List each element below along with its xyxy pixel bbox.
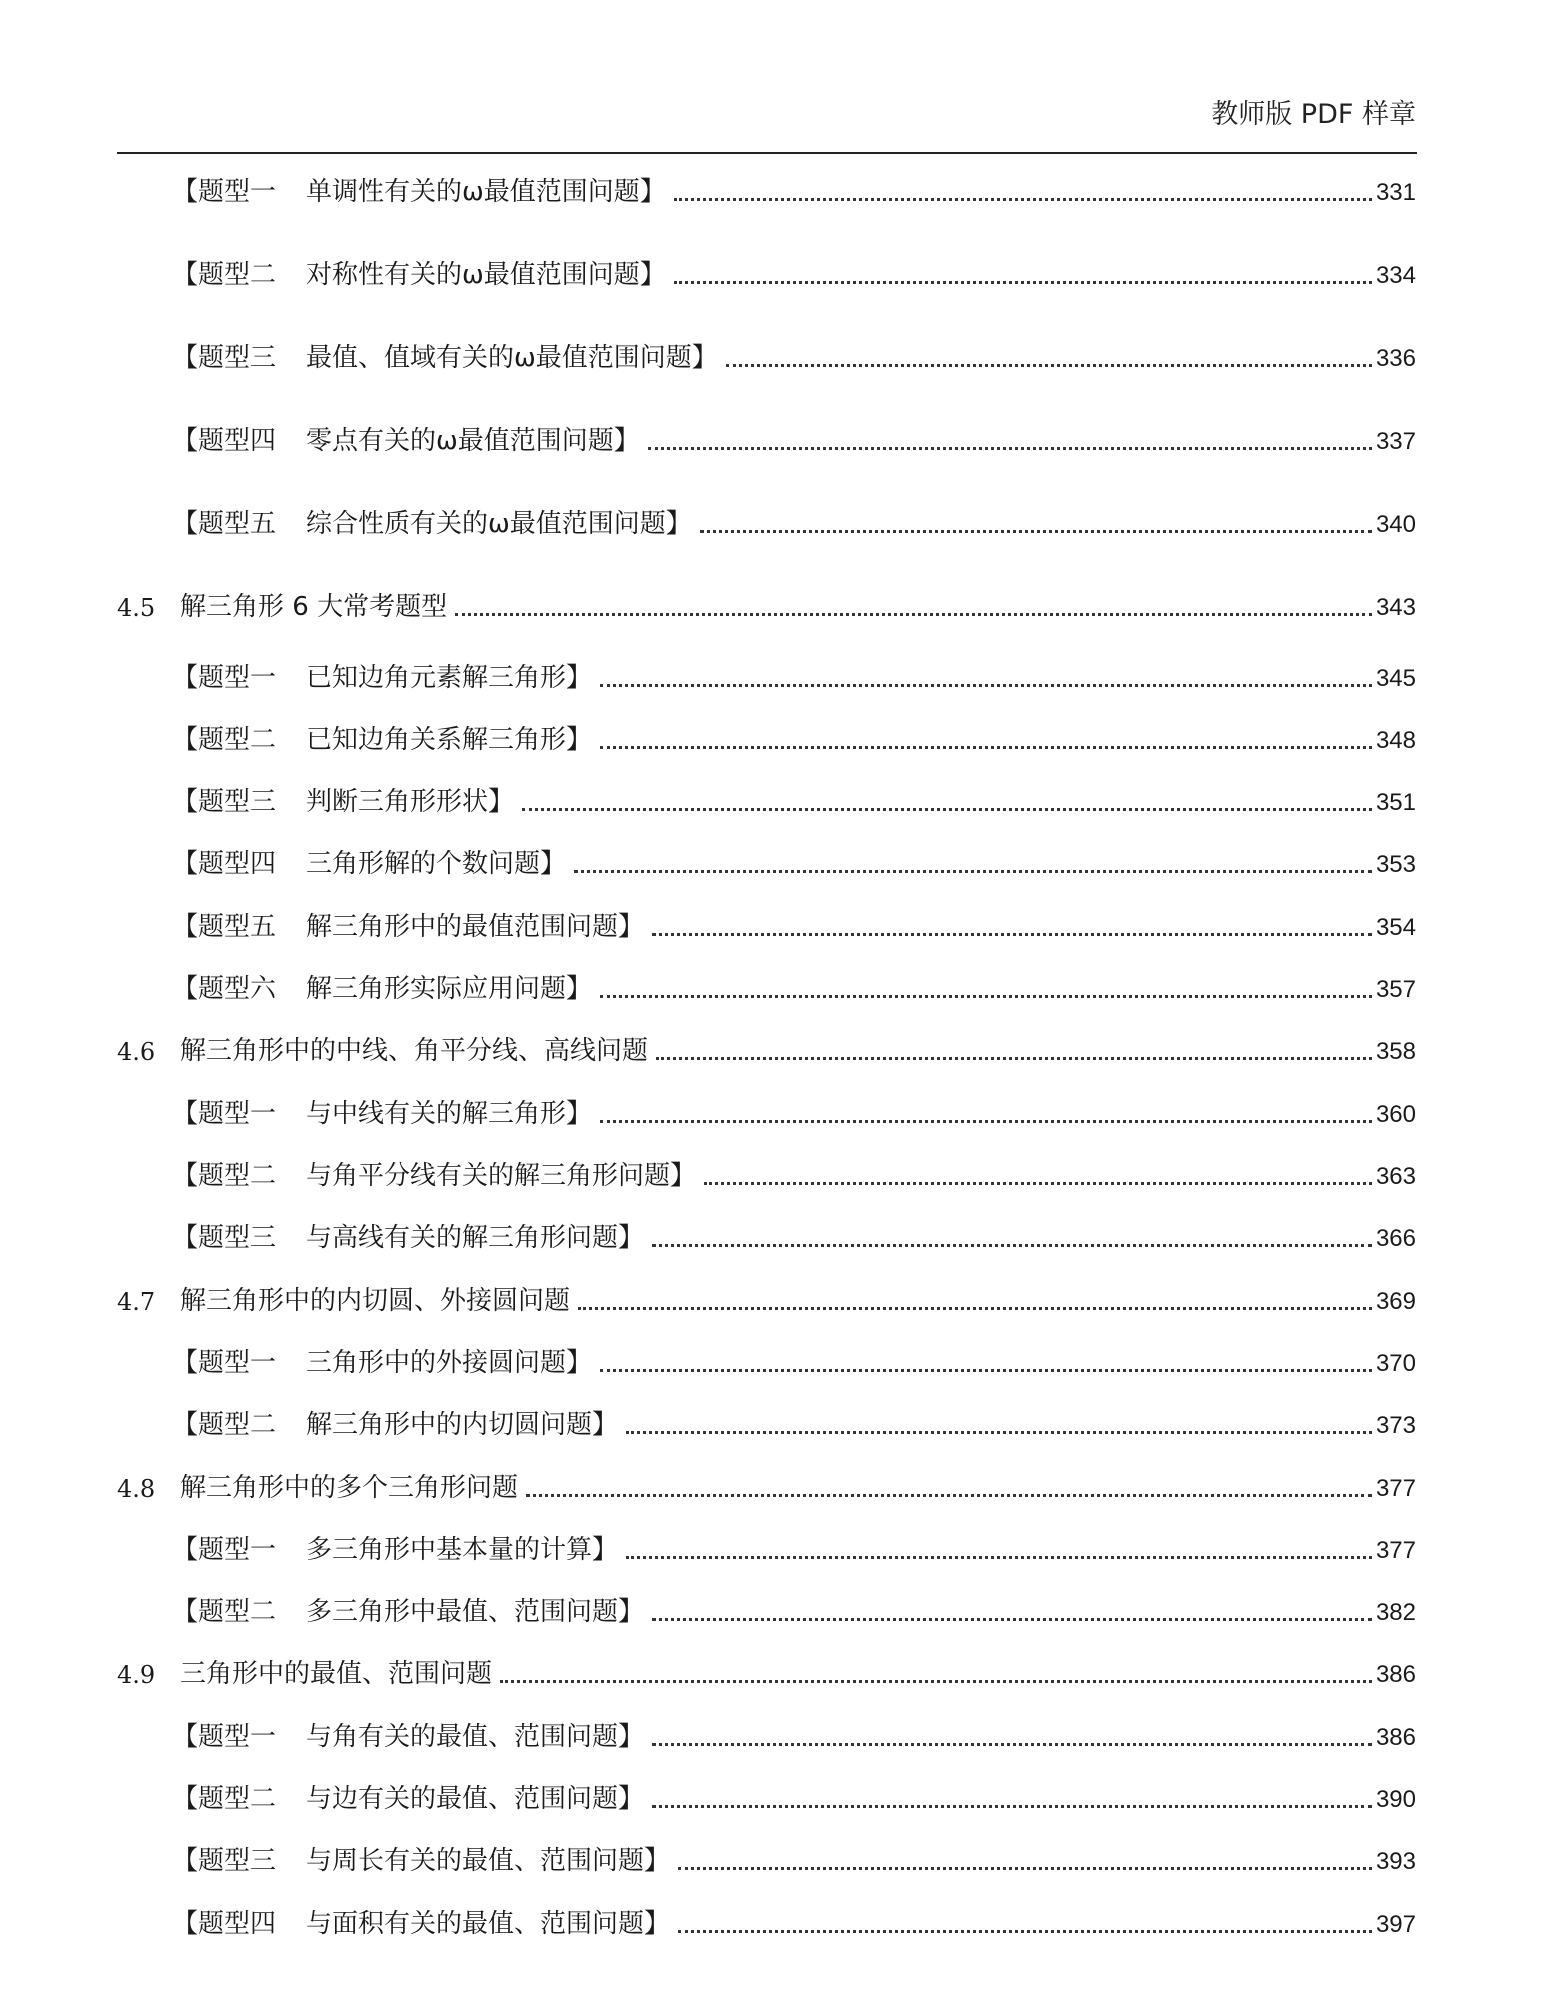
toc-entry-tag: 【题型一 xyxy=(172,1098,277,1129)
toc-subentry[interactable] xyxy=(172,778,1416,818)
dot-leader xyxy=(626,1556,1372,1559)
toc-subentry[interactable] xyxy=(172,251,1416,291)
toc-entry-title xyxy=(180,1473,518,1504)
toc-subentry[interactable] xyxy=(172,1401,1416,1441)
toc-entry-tag: 【题型二 xyxy=(172,1409,277,1440)
dot-leader xyxy=(455,613,1372,616)
dot-leader xyxy=(500,1680,1372,1683)
toc-entry-tag: 【题型五 xyxy=(172,508,277,539)
dot-leader xyxy=(600,1120,1372,1123)
toc-subentry[interactable] xyxy=(172,903,1416,943)
toc-entry-title xyxy=(172,787,514,818)
toc-section-entry[interactable] xyxy=(117,1277,1416,1317)
toc-subentry[interactable] xyxy=(172,500,1416,540)
toc-page-number: 351 xyxy=(1375,789,1416,817)
toc-entry-tag: 【题型一 xyxy=(172,1721,277,1752)
toc-entry-text: 三角形中的外接圆问题】 xyxy=(306,1347,593,1378)
toc-entry-text: 对称性有关的ω最值范围问题】 xyxy=(306,259,666,290)
toc-page-number: 358 xyxy=(1375,1038,1416,1066)
toc-subentry[interactable] xyxy=(172,168,1416,208)
toc-section-number: 4.9 xyxy=(117,1661,156,1690)
toc-entry-title xyxy=(172,509,692,540)
dot-leader xyxy=(600,684,1372,687)
toc-page-number: 386 xyxy=(1375,1724,1416,1752)
toc-entry-text: 解三角形中的内切圆、外接圆问题 xyxy=(180,1285,571,1316)
toc-entry-text: 三角形中的最值、范围问题 xyxy=(180,1658,493,1689)
toc-section-number: 4.6 xyxy=(117,1038,156,1067)
toc-subentry[interactable] xyxy=(172,1090,1416,1130)
toc-page-number: 334 xyxy=(1375,262,1416,290)
toc-subentry[interactable] xyxy=(172,1339,1416,1379)
toc-entry-title xyxy=(180,1286,570,1317)
toc-entry-title xyxy=(172,912,644,943)
toc-entry-tag: 【题型二 xyxy=(172,1783,277,1814)
toc-page-number: 390 xyxy=(1375,1786,1416,1814)
toc-entry-tag: 【题型二 xyxy=(172,724,277,755)
toc-page-number: 382 xyxy=(1375,1599,1416,1627)
toc-subentry[interactable] xyxy=(172,1526,1416,1566)
toc-page-number: 366 xyxy=(1375,1225,1416,1253)
toc-entry-title xyxy=(172,1348,592,1379)
toc-page-number: 397 xyxy=(1375,1911,1416,1939)
toc-page-number: 369 xyxy=(1375,1288,1416,1316)
dot-leader xyxy=(678,1867,1372,1870)
toc-entry-text: 解三角形中的多个三角形问题 xyxy=(180,1472,519,1503)
toc-entry-title xyxy=(172,177,666,208)
toc-entry-text: 判断三角形形状】 xyxy=(306,786,515,817)
toc-entry-title xyxy=(172,1722,644,1753)
toc-entry-text: 已知边角元素解三角形】 xyxy=(306,662,593,693)
toc-entry-title xyxy=(172,1099,592,1130)
toc-subentry[interactable] xyxy=(172,1837,1416,1877)
toc-subentry[interactable] xyxy=(172,654,1416,694)
toc-subentry[interactable] xyxy=(172,965,1416,1005)
toc-page-number: 357 xyxy=(1375,976,1416,1004)
page-header-title: 教师版 PDF 样章 xyxy=(1211,99,1416,130)
toc-section-entry[interactable] xyxy=(117,583,1416,623)
toc-entry-tag: 【题型三 xyxy=(172,342,277,373)
toc-subentry[interactable] xyxy=(172,334,1416,374)
dot-leader xyxy=(522,808,1372,811)
toc-entry-title xyxy=(172,1410,618,1441)
toc-section-number: 4.5 xyxy=(117,594,156,623)
toc-entry-title xyxy=(180,592,447,623)
toc-entry-tag: 【题型三 xyxy=(172,1845,277,1876)
toc-page-number: 370 xyxy=(1375,1350,1416,1378)
toc-entry-tag: 【题型一 xyxy=(172,662,277,693)
toc-entry-tag: 【题型四 xyxy=(172,1908,277,1939)
toc-entry-text: 与角平分线有关的解三角形问题】 xyxy=(306,1160,697,1191)
dot-leader xyxy=(652,933,1372,936)
toc-entry-text: 多三角形中基本量的计算】 xyxy=(306,1534,619,1565)
toc-entry-title xyxy=(172,1161,696,1192)
dot-leader xyxy=(656,1057,1372,1060)
toc-page-number: 345 xyxy=(1375,665,1416,693)
toc-entry-text: 解三角形中的内切圆问题】 xyxy=(306,1409,619,1440)
dot-leader xyxy=(648,447,1372,450)
dot-leader xyxy=(600,1369,1372,1372)
toc-page-number: 354 xyxy=(1375,914,1416,942)
toc-section-entry[interactable] xyxy=(117,1650,1416,1690)
toc-entry-title xyxy=(172,1784,644,1815)
toc-page-number: 373 xyxy=(1375,1412,1416,1440)
toc-entry-text: 与面积有关的最值、范围问题】 xyxy=(306,1908,671,1939)
toc-entry-text: 与周长有关的最值、范围问题】 xyxy=(306,1845,671,1876)
dot-leader xyxy=(600,746,1372,749)
dot-leader xyxy=(674,281,1372,284)
toc-entry-text: 三角形解的个数问题】 xyxy=(306,848,567,879)
toc-section-entry[interactable] xyxy=(117,1027,1416,1067)
toc-subentry[interactable] xyxy=(172,840,1416,880)
toc-entry-title xyxy=(180,1659,492,1690)
toc-subentry[interactable] xyxy=(172,1152,1416,1192)
toc-entry-text: 与角有关的最值、范围问题】 xyxy=(306,1721,645,1752)
toc-page-number: 340 xyxy=(1375,511,1416,539)
toc-entry-text: 与边有关的最值、范围问题】 xyxy=(306,1783,645,1814)
toc-page-number: 336 xyxy=(1375,345,1416,373)
toc-page-number: 360 xyxy=(1375,1101,1416,1129)
toc-entry-text: 与中线有关的解三角形】 xyxy=(306,1098,593,1129)
toc-subentry[interactable] xyxy=(172,1900,1416,1940)
toc-entry-text: 综合性质有关的ω最值范围问题】 xyxy=(306,508,692,539)
toc-page-number: 386 xyxy=(1375,1661,1416,1689)
toc-entry-title xyxy=(172,1909,670,1940)
toc-entry-text: 解三角形中的中线、角平分线、高线问题 xyxy=(180,1035,649,1066)
dot-leader xyxy=(578,1307,1372,1310)
dot-leader xyxy=(704,1182,1372,1185)
toc-entry-tag: 【题型一 xyxy=(172,1347,277,1378)
toc-entry-title xyxy=(172,849,566,880)
toc-entry-title xyxy=(172,260,666,291)
toc-entry-tag: 【题型五 xyxy=(172,911,277,942)
toc-page-number: 377 xyxy=(1375,1537,1416,1565)
toc-entry-tag: 【题型二 xyxy=(172,1596,277,1627)
dot-leader xyxy=(526,1494,1372,1497)
dot-leader xyxy=(674,198,1372,201)
toc-page-number: 363 xyxy=(1375,1163,1416,1191)
toc-page-number: 337 xyxy=(1375,428,1416,456)
dot-leader xyxy=(626,1431,1372,1434)
toc-section-number: 4.8 xyxy=(117,1475,156,1504)
toc-entry-tag: 【题型三 xyxy=(172,786,277,817)
toc-entry-title xyxy=(172,1846,670,1877)
toc-entry-tag: 【题型六 xyxy=(172,973,277,1004)
toc-entry-title xyxy=(172,1535,618,1566)
dot-leader xyxy=(574,870,1372,873)
toc-section-entry[interactable] xyxy=(117,1464,1416,1504)
toc-entry-text: 解三角形实际应用问题】 xyxy=(306,973,593,1004)
toc-entry-title xyxy=(172,426,640,457)
toc-subentry[interactable] xyxy=(172,1713,1416,1753)
dot-leader xyxy=(726,364,1372,367)
toc-entry-title xyxy=(172,725,592,756)
dot-leader xyxy=(678,1930,1372,1933)
toc-entry-title xyxy=(172,1223,644,1254)
toc-entry-title xyxy=(172,663,592,694)
toc-subentry[interactable] xyxy=(172,1214,1416,1254)
toc-entry-text: 解三角形中的最值范围问题】 xyxy=(306,911,645,942)
toc-entry-tag: 【题型四 xyxy=(172,425,277,456)
toc-entry-tag: 【题型三 xyxy=(172,1222,277,1253)
toc-entry-tag: 【题型一 xyxy=(172,176,277,207)
toc-page-number: 331 xyxy=(1375,179,1416,207)
toc-page-number: 353 xyxy=(1375,851,1416,879)
toc-page-number: 348 xyxy=(1375,727,1416,755)
toc-entry-text: 解三角形 6 大常考题型 xyxy=(180,591,448,622)
toc-entry-title xyxy=(172,974,592,1005)
toc-entry-tag: 【题型四 xyxy=(172,848,277,879)
toc-entry-text: 最值、值域有关的ω最值范围问题】 xyxy=(306,342,718,373)
dot-leader xyxy=(652,1805,1372,1808)
toc-entry-text: 多三角形中最值、范围问题】 xyxy=(306,1596,645,1627)
toc-entry-tag: 【题型一 xyxy=(172,1534,277,1565)
toc-subentry[interactable] xyxy=(172,716,1416,756)
toc-page-number: 343 xyxy=(1375,594,1416,622)
toc-entry-title xyxy=(172,1597,644,1628)
toc-entry-text: 零点有关的ω最值范围问题】 xyxy=(306,425,640,456)
toc-entry-tag: 【题型二 xyxy=(172,259,277,290)
dot-leader xyxy=(600,995,1372,998)
dot-leader xyxy=(652,1244,1372,1247)
toc-page-number: 393 xyxy=(1375,1848,1416,1876)
dot-leader xyxy=(652,1743,1372,1746)
toc-section-number: 4.7 xyxy=(117,1288,156,1317)
toc-subentry[interactable] xyxy=(172,1775,1416,1815)
dot-leader xyxy=(700,530,1372,533)
toc-subentry[interactable] xyxy=(172,417,1416,457)
dot-leader xyxy=(652,1618,1372,1621)
toc-page-number: 377 xyxy=(1375,1475,1416,1503)
toc-entry-title xyxy=(172,343,718,374)
toc-entry-text: 与高线有关的解三角形问题】 xyxy=(306,1222,645,1253)
toc-subentry[interactable] xyxy=(172,1588,1416,1628)
toc-entry-tag: 【题型二 xyxy=(172,1160,277,1191)
toc-entry-title xyxy=(180,1036,648,1067)
toc-entry-text: 已知边角关系解三角形】 xyxy=(306,724,593,755)
toc-entry-text: 单调性有关的ω最值范围问题】 xyxy=(306,176,666,207)
